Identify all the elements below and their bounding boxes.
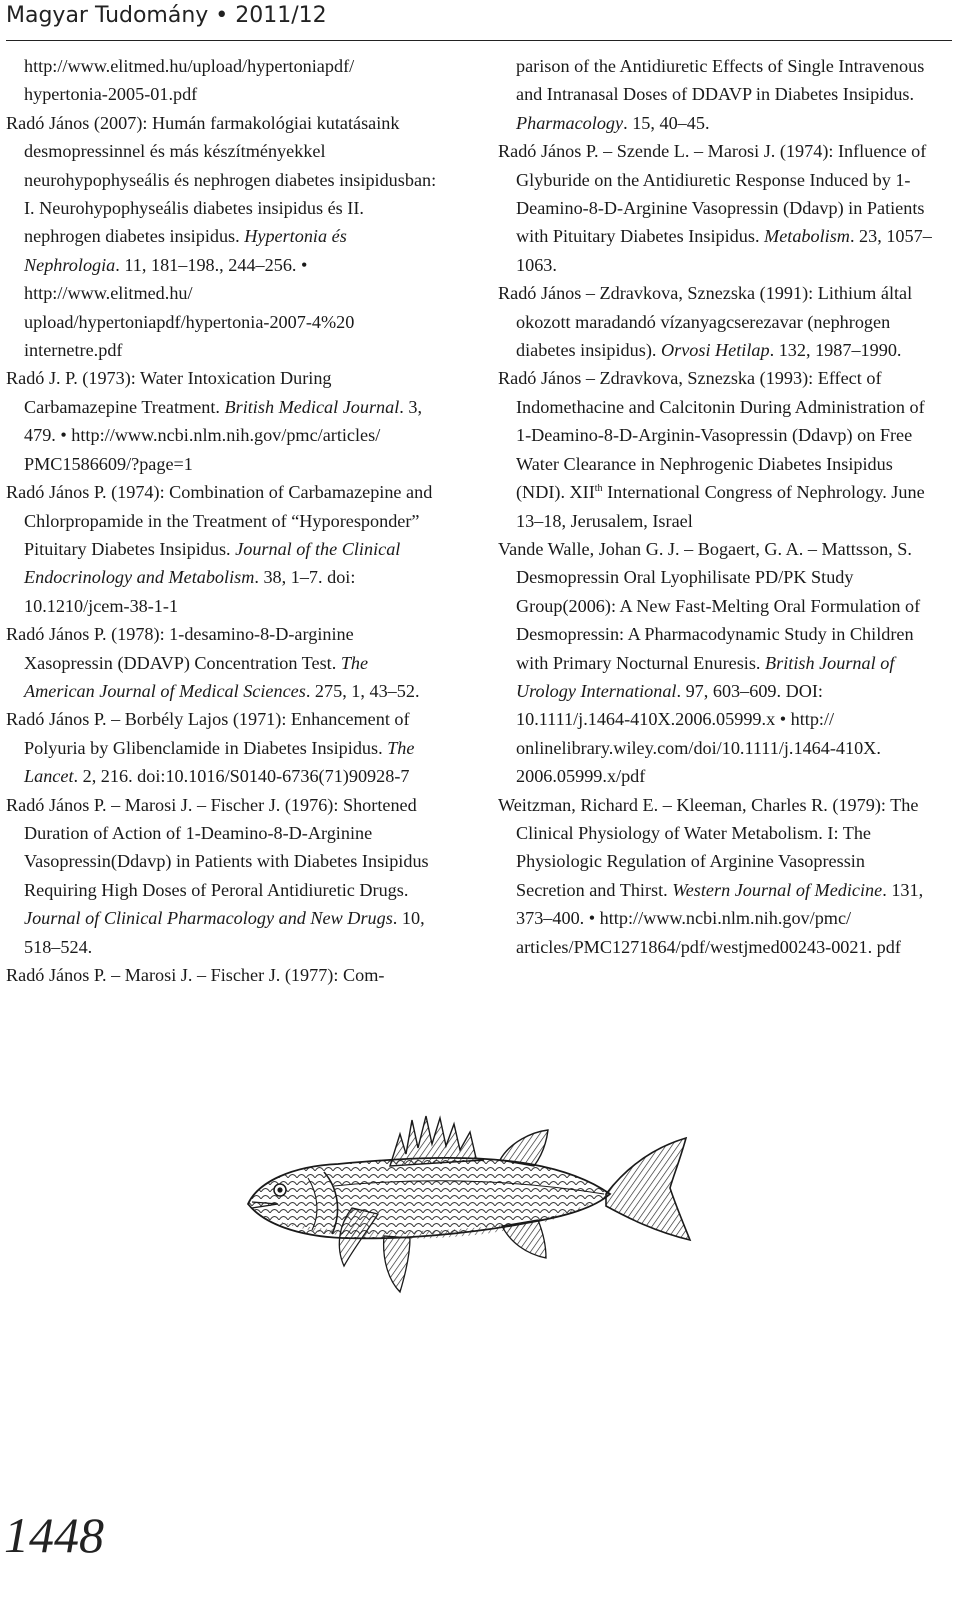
journal-title: Journal of Clinical Pharmacology and New Drugs: [24, 908, 393, 929]
reference-text: parison of the Antidiuretic Effects of Single Intravenous and Intranasal Doses of DDAVP in Diabetes Insipidus.: [516, 56, 925, 105]
reference-entry: [498, 279, 934, 364]
reference-text: Radó János P. – Marosi J. – Fischer J. (1976): Shortened Duration of Action of 1-Deamino-8-D-Arginine Vasopressin(Ddavp) in Patients with Diabetes Insipidus Requiring High Doses of Peroral Antidiuretic Drugs.: [6, 794, 429, 900]
reference-entry: [498, 52, 934, 137]
reference-entry: [498, 791, 934, 961]
reference-entry: [498, 137, 934, 279]
reference-entry: [6, 52, 442, 109]
reference-entry: [498, 535, 934, 791]
reference-details: . 2, 216. doi:10.1016/S0140-6736(71)90928-7: [73, 766, 410, 787]
reference-text: Radó János P. – Borbély Lajos (1971): Enhancement of Polyuria by Glibenclamide in Diabetes Insipidus.: [6, 709, 410, 758]
journal-title: Hypertonia és Nephrologia: [24, 226, 347, 275]
running-header: [6, 0, 952, 41]
reference-details: . 132, 1987–1990.: [769, 340, 902, 361]
reference-text: Radó J. P. (1973): Water Intoxication During Carbamazepine Treatment.: [6, 368, 332, 417]
reference-details: International Congress of Nephrology. June 13–18, Jerusalem, Israel: [516, 482, 925, 531]
reference-entry: [498, 364, 934, 534]
reference-details: . 10, 518–524.: [24, 908, 425, 957]
journal-title: The Lancet: [24, 737, 415, 787]
journal-title: The American Journal of Medical Sciences: [24, 652, 369, 701]
reference-text: Radó János P. (1974): Combination of Carbamazepine and Chlorpropamide in the Treatment of “Hyporesponder” Pituitary Diabetes Insipidus.: [6, 482, 433, 559]
references-right-column: [498, 52, 934, 961]
reference-entry: [6, 791, 442, 961]
reference-text: Radó János P. – Marosi J. – Fischer J. (1977): Com-: [6, 965, 385, 985]
reference-text: Radó János – Zdravkova, Sznezska (1991): Lithium által okozott maradandó vízanyagcserezavar (nephrogen diabetes insipidus).: [498, 283, 913, 361]
journal-title: British Journal of Urology International: [516, 652, 895, 701]
reference-text[interactable]: http://www.elitmed.hu/upload/hypertoniapdf/ hypertonia-2005-01.pdf: [24, 56, 355, 105]
reference-entry: [6, 961, 442, 989]
reference-details[interactable]: . 97, 603–609. DOI: 10.1111/j.1464-410X.2006.05999.x • http:// onlinelibrary.wiley.com/doi/10.1111/j.1464-410X. 2006.05999.x/pdf: [516, 680, 881, 787]
journal-title: Western Journal of Medicine: [672, 879, 883, 900]
journal-title: British Medical Journal: [224, 396, 400, 417]
reference-text: Vande Walle, Johan G. J. – Bogaert, G. A. – Mattsson, S. Desmopressin Oral Lyophilisate PD/PK Study Group(2006): A New Fast-Melting Oral Formulation of Desmopressin: A Pharmacodynamic Study in Children with Primary Nocturnal Enuresis.: [498, 538, 921, 673]
reference-text: Weitzman, Richard E. – Kleeman, Charles R. (1979): The Clinical Physiology of Water Metabolism. I: The Physiologic Regulation of Arginine Vasopressin Secretion and Thirst.: [498, 794, 919, 900]
reference-text: Radó János – Zdravkova, Sznezska (1993): Effect of Indomethacine and Calcitonin During Administration of 1-Deamino-8-D-Arginin-Vasopressin (Ddavp) on Free Water Clearance in Nephrogenic Diabetes Insipidus (NDI). XII: [498, 368, 925, 503]
reference-details: . 23, 1057–1063.: [516, 226, 932, 275]
reference-entry: [6, 109, 442, 365]
reference-details: . 15, 40–45.: [623, 112, 710, 133]
reference-entry: [6, 478, 442, 620]
reference-details[interactable]: . 131, 373–400. • http://www.ncbi.nlm.nih.gov/pmc/ articles/PMC1271864/pdf/westjmed00243-0021. pdf: [516, 879, 924, 957]
reference-entry: [6, 620, 442, 705]
reference-details[interactable]: . 11, 181–198., 244–256. • http://www.elitmed.hu/ upload/hypertoniapdf/hypertonia-2007-4%20 internetre.pdf: [24, 254, 355, 361]
ordinal-superscript: th: [594, 483, 603, 495]
journal-issue-title: Magyar Tudomány • 2011/12: [6, 3, 327, 28]
reference-entry: [6, 364, 442, 478]
reference-details[interactable]: . 3, 479. • http://www.ncbi.nlm.nih.gov/pmc/articles/ PMC1586609/?page=1: [24, 396, 423, 474]
reference-text: Radó János P. – Szende L. – Marosi J. (1974): Influence of Glyburide on the Antidiuretic Response Induced by 1-Deamino-8-D-Arginine Vasopressin (Ddavp) in Patients with Pituitary Diabetes Insipidus.: [498, 141, 927, 247]
fish-engraving-icon: [234, 1108, 696, 1308]
reference-details: . 275, 1, 43–52.: [305, 680, 420, 701]
journal-title: Metabolism: [764, 226, 850, 247]
journal-title: Pharmacology: [516, 112, 624, 133]
reference-text: Radó János P. (1978): 1-desamino-8-D-arginine Xasopressin (DDAVP) Concentration Test.: [6, 624, 354, 673]
references-left-column: [6, 52, 442, 989]
reference-entry: [6, 705, 442, 790]
reference-text: Radó János (2007): Humán farmakológiai kutatásaink desmopressinnel és más készítményekkel neurohypophyseális és nephrogen diabetes insipidusban: I. Neurohypophyseális diabetes insipidus és II. nephrogen diabetes insipidus.: [6, 112, 437, 247]
journal-title: Journal of the Clinical Endocrinology and Metabolism: [24, 538, 401, 588]
page-number: 1448: [4, 1507, 104, 1563]
reference-details: . 38, 1–7. doi: 10.1210/jcem-38-1-1: [24, 567, 356, 616]
journal-title: Orvosi Hetilap: [660, 340, 770, 361]
